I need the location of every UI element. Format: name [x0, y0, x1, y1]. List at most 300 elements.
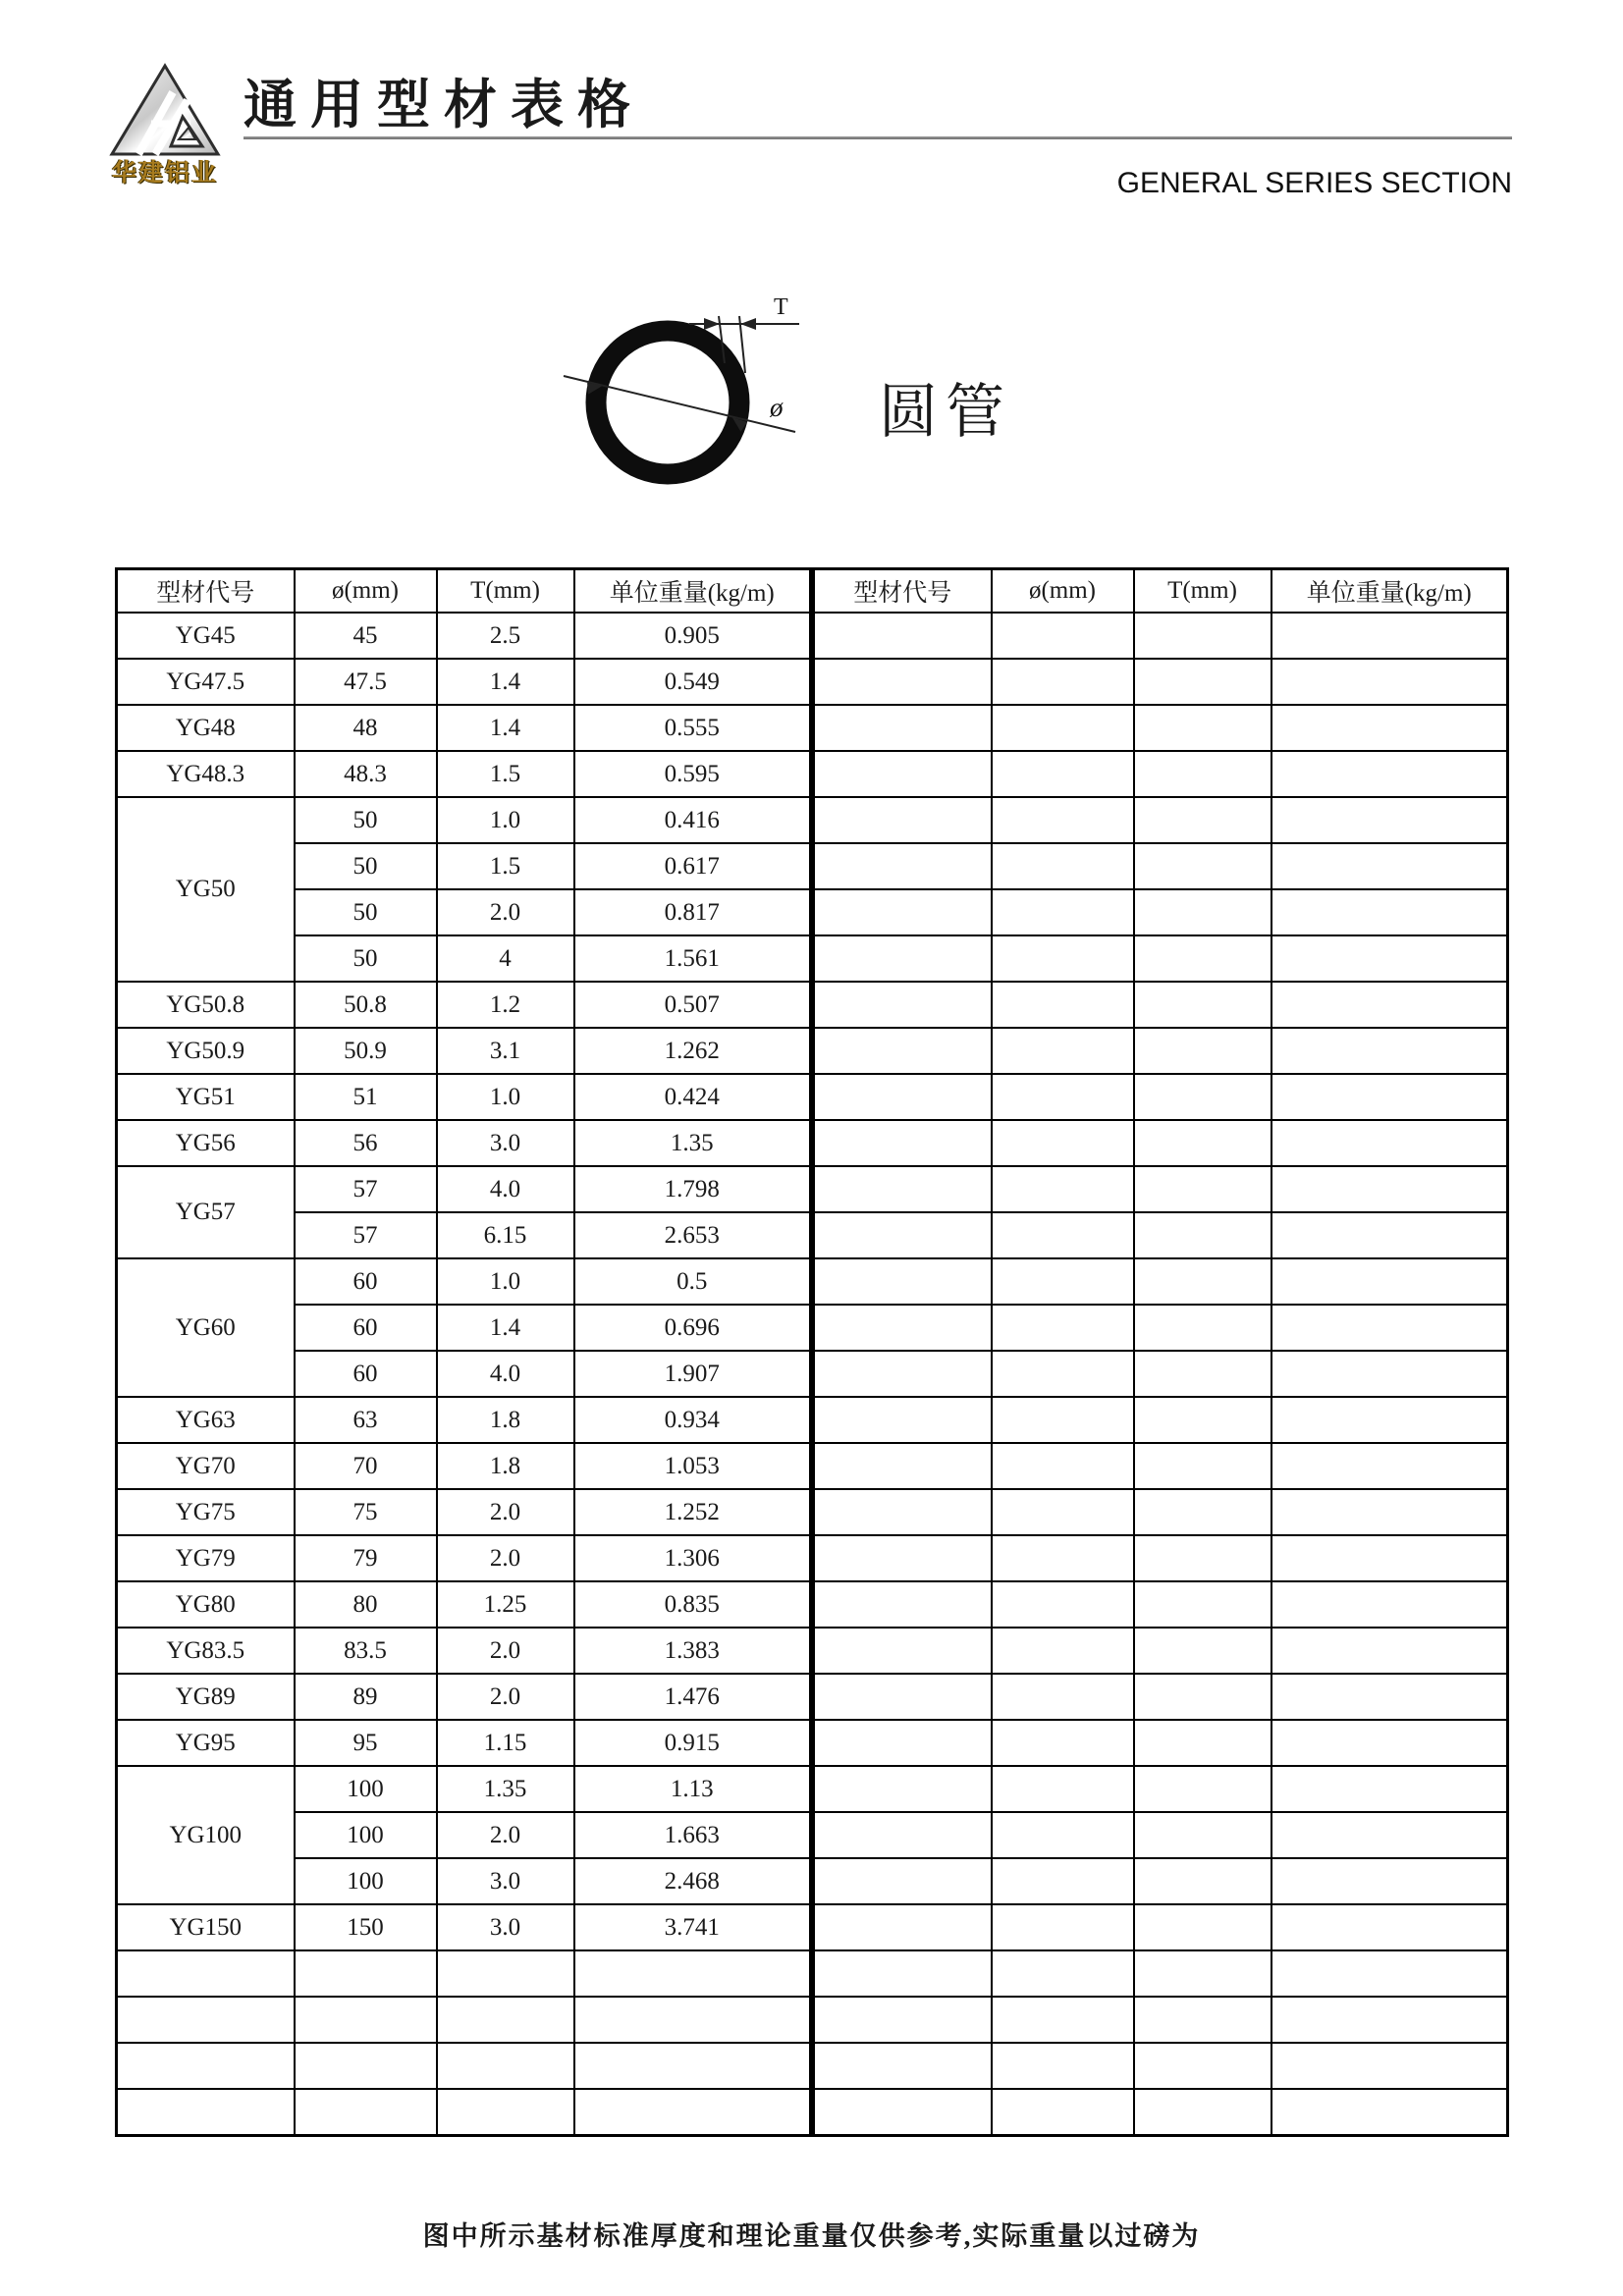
table-row [814, 1581, 1508, 1628]
cell-unit-weight: 0.424 [574, 1074, 811, 1120]
cell-diameter [992, 1028, 1134, 1074]
cell-diameter: 95 [295, 1720, 437, 1766]
cell-diameter [992, 889, 1134, 935]
table-row [814, 797, 1508, 843]
cell-unit-weight: 3.741 [574, 1904, 811, 1950]
cell-diameter: 60 [295, 1305, 437, 1351]
cell-diameter: 51 [295, 1074, 437, 1120]
cell-profile-code [814, 982, 992, 1028]
cell-diameter [295, 2089, 437, 2136]
cell-diameter [992, 751, 1134, 797]
cell-thickness [1134, 2089, 1271, 2136]
cell-thickness: 1.4 [437, 705, 574, 751]
table-header-row [814, 569, 1508, 614]
cell-diameter [992, 613, 1134, 659]
cell-profile-code [814, 659, 992, 705]
cell-thickness [1134, 1074, 1271, 1120]
cell-thickness [1134, 1443, 1271, 1489]
cell-profile-code [814, 1535, 992, 1581]
cell-profile-code: YG79 [117, 1535, 295, 1581]
cell-unit-weight: 0.934 [574, 1397, 811, 1443]
col-header-thick: T(mm) [1134, 569, 1271, 614]
cell-profile-code [814, 1950, 992, 1997]
cell-thickness [1134, 1351, 1271, 1397]
cell-thickness [1134, 1997, 1271, 2043]
cell-profile-code: YG150 [117, 1904, 295, 1950]
table-row [117, 1120, 811, 1166]
cell-diameter [992, 797, 1134, 843]
cell-diameter: 100 [295, 1766, 437, 1812]
cell-thickness: 4.0 [437, 1166, 574, 1212]
cell-diameter: 79 [295, 1535, 437, 1581]
table-header-row [117, 569, 811, 614]
table-row [117, 1489, 811, 1535]
table-row [814, 1766, 1508, 1812]
cell-thickness [437, 1997, 574, 2043]
cell-diameter: 50 [295, 843, 437, 889]
cell-thickness: 4.0 [437, 1351, 574, 1397]
cell-unit-weight [1271, 659, 1508, 705]
cell-unit-weight: 0.817 [574, 889, 811, 935]
tube-ring [596, 331, 739, 474]
cell-profile-code: YG50.9 [117, 1028, 295, 1074]
table-row [814, 1674, 1508, 1720]
company-name: 华建铝业 [111, 160, 218, 187]
cell-diameter [992, 1212, 1134, 1258]
table-row [814, 1997, 1508, 2043]
cell-diameter [992, 1674, 1134, 1720]
cell-diameter [992, 843, 1134, 889]
cell-thickness [1134, 982, 1271, 1028]
cell-thickness: 1.8 [437, 1397, 574, 1443]
cell-diameter [992, 1120, 1134, 1166]
cell-unit-weight [1271, 1535, 1508, 1581]
spec-table-left [115, 567, 812, 2137]
cell-unit-weight [1271, 705, 1508, 751]
cell-thickness: 1.8 [437, 1443, 574, 1489]
cell-unit-weight: 0.5 [574, 1258, 811, 1305]
cell-profile-code [814, 1904, 992, 1950]
cell-unit-weight: 0.507 [574, 982, 811, 1028]
cell-unit-weight [574, 1997, 811, 2043]
cell-profile-code [814, 1812, 992, 1858]
cell-unit-weight: 0.617 [574, 843, 811, 889]
cell-diameter [992, 982, 1134, 1028]
page-title: 通用型材表格 [243, 76, 644, 134]
cell-diameter [992, 1858, 1134, 1904]
cell-diameter [295, 1950, 437, 1997]
cell-thickness [1134, 1904, 1271, 1950]
cell-thickness [1134, 889, 1271, 935]
cell-thickness: 6.15 [437, 1212, 574, 1258]
cell-unit-weight [1271, 1720, 1508, 1766]
cell-profile-code [814, 1766, 992, 1812]
table-row [117, 1397, 811, 1443]
cell-thickness: 2.0 [437, 1628, 574, 1674]
cell-unit-weight [1271, 843, 1508, 889]
cell-thickness: 2.5 [437, 613, 574, 659]
cell-unit-weight: 1.561 [574, 935, 811, 982]
cell-profile-code [814, 1581, 992, 1628]
cell-diameter [992, 1351, 1134, 1397]
cell-profile-code: YG70 [117, 1443, 295, 1489]
cell-diameter: 50 [295, 889, 437, 935]
cell-thickness [1134, 843, 1271, 889]
cell-profile-code [117, 1950, 295, 1997]
cell-unit-weight [1271, 889, 1508, 935]
cell-unit-weight [1271, 1950, 1508, 1997]
table-row [814, 1443, 1508, 1489]
cell-profile-code [117, 1997, 295, 2043]
cell-profile-code [814, 1674, 992, 1720]
cell-profile-code: YG48 [117, 705, 295, 751]
cell-diameter: 63 [295, 1397, 437, 1443]
cell-unit-weight [1271, 1397, 1508, 1443]
table-row [117, 1720, 811, 1766]
cell-unit-weight [574, 2043, 811, 2089]
thickness-arrow-left [704, 318, 720, 330]
cell-diameter [992, 1997, 1134, 2043]
cell-profile-code [814, 751, 992, 797]
cell-profile-code: YG51 [117, 1074, 295, 1120]
cell-thickness [1134, 1305, 1271, 1351]
cell-profile-code: YG45 [117, 613, 295, 659]
table-row [814, 1904, 1508, 1950]
cell-profile-code [814, 2043, 992, 2089]
cell-thickness: 3.0 [437, 1904, 574, 1950]
cell-diameter [295, 2043, 437, 2089]
col-header-code: 型材代号 [117, 569, 295, 614]
cell-thickness [1134, 1812, 1271, 1858]
cell-thickness: 2.0 [437, 1489, 574, 1535]
table-row [814, 1351, 1508, 1397]
cell-thickness [1134, 1258, 1271, 1305]
cell-thickness [1134, 1581, 1271, 1628]
table-row [814, 1812, 1508, 1858]
table-row [117, 1766, 811, 1812]
cell-thickness [1134, 1628, 1271, 1674]
cell-thickness: 3.1 [437, 1028, 574, 1074]
cell-thickness: 1.15 [437, 1720, 574, 1766]
cell-unit-weight: 2.468 [574, 1858, 811, 1904]
cell-unit-weight [1271, 751, 1508, 797]
cell-profile-code [814, 889, 992, 935]
cell-diameter: 50.8 [295, 982, 437, 1028]
cell-unit-weight: 1.907 [574, 1351, 811, 1397]
cell-unit-weight [1271, 1628, 1508, 1674]
table-row [117, 1074, 811, 1120]
cell-unit-weight: 0.696 [574, 1305, 811, 1351]
cell-diameter [992, 1950, 1134, 1997]
cell-diameter [992, 1581, 1134, 1628]
cell-diameter [992, 1628, 1134, 1674]
table-row [117, 2043, 811, 2089]
cell-profile-code [814, 1628, 992, 1674]
cell-thickness: 1.4 [437, 659, 574, 705]
cell-unit-weight [1271, 1258, 1508, 1305]
table-row [814, 659, 1508, 705]
cell-thickness [1134, 1028, 1271, 1074]
cell-unit-weight [1271, 982, 1508, 1028]
cell-unit-weight [1271, 1212, 1508, 1258]
cell-profile-code [814, 935, 992, 982]
table-row [117, 1443, 811, 1489]
cell-thickness [1134, 1397, 1271, 1443]
cell-profile-code [814, 1305, 992, 1351]
cell-profile-code: YG48.3 [117, 751, 295, 797]
cell-profile-code: YG50 [117, 797, 295, 982]
cell-profile-code: YG57 [117, 1166, 295, 1258]
cell-profile-code: YG56 [117, 1120, 295, 1166]
cell-thickness: 1.25 [437, 1581, 574, 1628]
table-row [814, 1028, 1508, 1074]
table-row [117, 751, 811, 797]
cell-profile-code [814, 2089, 992, 2136]
table-row [117, 1028, 811, 1074]
table-row [117, 613, 811, 659]
cell-thickness: 3.0 [437, 1120, 574, 1166]
cell-profile-code [814, 843, 992, 889]
cell-diameter [992, 2043, 1134, 2089]
cell-unit-weight [1271, 1028, 1508, 1074]
cell-profile-code: YG100 [117, 1766, 295, 1904]
col-header-weight: 单位重量(kg/m) [1271, 569, 1508, 614]
table-row [814, 843, 1508, 889]
cell-diameter: 60 [295, 1258, 437, 1305]
cell-unit-weight [1271, 1904, 1508, 1950]
cell-profile-code: YG95 [117, 1720, 295, 1766]
cell-diameter: 57 [295, 1166, 437, 1212]
col-header-code: 型材代号 [814, 569, 992, 614]
diameter-symbol: ø [770, 393, 784, 422]
table-row [117, 1628, 811, 1674]
cell-diameter [992, 1535, 1134, 1581]
cell-thickness: 2.0 [437, 1535, 574, 1581]
table-row [814, 1166, 1508, 1212]
cell-unit-weight: 1.306 [574, 1535, 811, 1581]
cell-diameter: 47.5 [295, 659, 437, 705]
title-divider [243, 136, 1512, 139]
cell-unit-weight: 2.653 [574, 1212, 811, 1258]
table-row [814, 1258, 1508, 1305]
cell-thickness [1134, 705, 1271, 751]
table-row [117, 982, 811, 1028]
cell-profile-code: YG83.5 [117, 1628, 295, 1674]
company-logo-icon [106, 63, 224, 159]
cell-thickness [1134, 1720, 1271, 1766]
cell-profile-code [814, 1212, 992, 1258]
cell-diameter [295, 1997, 437, 2043]
cell-diameter: 100 [295, 1858, 437, 1904]
cell-diameter [992, 705, 1134, 751]
thickness-arrow-right [740, 318, 756, 330]
page-subtitle: GENERAL SERIES SECTION [1116, 167, 1512, 199]
cell-unit-weight: 0.835 [574, 1581, 811, 1628]
cell-thickness: 2.0 [437, 1812, 574, 1858]
cell-thickness: 2.0 [437, 1674, 574, 1720]
table-row [117, 1904, 811, 1950]
cell-diameter: 56 [295, 1120, 437, 1166]
cell-diameter: 50 [295, 797, 437, 843]
cell-thickness: 1.0 [437, 1258, 574, 1305]
cell-profile-code [814, 1997, 992, 2043]
section-name: 圆管 [879, 380, 1012, 445]
cell-thickness: 1.4 [437, 1305, 574, 1351]
cell-diameter [992, 935, 1134, 982]
cell-profile-code [814, 1443, 992, 1489]
cell-unit-weight [1271, 1581, 1508, 1628]
cell-unit-weight: 0.555 [574, 705, 811, 751]
cell-unit-weight: 1.35 [574, 1120, 811, 1166]
cell-unit-weight: 1.798 [574, 1166, 811, 1212]
cell-profile-code [814, 1351, 992, 1397]
cell-diameter [992, 1766, 1134, 1812]
cell-thickness: 2.0 [437, 889, 574, 935]
cell-thickness [1134, 935, 1271, 982]
cell-unit-weight [1271, 935, 1508, 982]
cell-diameter [992, 1166, 1134, 1212]
cell-diameter [992, 1904, 1134, 1950]
cell-diameter [992, 1397, 1134, 1443]
table-row [814, 751, 1508, 797]
table-row [117, 705, 811, 751]
table-row [117, 1535, 811, 1581]
cell-diameter [992, 2089, 1134, 2136]
table-row [814, 613, 1508, 659]
table-row [814, 1720, 1508, 1766]
cell-thickness: 4 [437, 935, 574, 982]
cell-unit-weight: 1.262 [574, 1028, 811, 1074]
table-row [814, 982, 1508, 1028]
cell-thickness: 1.5 [437, 843, 574, 889]
cell-diameter: 45 [295, 613, 437, 659]
cell-thickness [1134, 1489, 1271, 1535]
cell-thickness [437, 2043, 574, 2089]
cell-thickness: 3.0 [437, 1858, 574, 1904]
table-row [814, 1074, 1508, 1120]
table-row [117, 2089, 811, 2136]
cell-profile-code [814, 1028, 992, 1074]
cell-diameter [992, 659, 1134, 705]
table-row [814, 1858, 1508, 1904]
cell-unit-weight [1271, 1166, 1508, 1212]
cell-thickness [1134, 1766, 1271, 1812]
table-row [117, 1997, 811, 2043]
col-header-thick: T(mm) [437, 569, 574, 614]
cell-unit-weight [1271, 613, 1508, 659]
table-row [117, 659, 811, 705]
cell-unit-weight [1271, 1997, 1508, 2043]
table-row [117, 797, 811, 843]
cell-profile-code [117, 2089, 295, 2136]
cell-thickness [1134, 751, 1271, 797]
col-header-weight: 单位重量(kg/m) [574, 569, 811, 614]
cell-profile-code: YG50.8 [117, 982, 295, 1028]
cell-diameter [992, 1074, 1134, 1120]
table-row [117, 1674, 811, 1720]
cell-thickness [1134, 2043, 1271, 2089]
cell-profile-code [814, 1166, 992, 1212]
cell-thickness [1134, 1166, 1271, 1212]
cell-thickness [1134, 1858, 1271, 1904]
cell-thickness: 1.35 [437, 1766, 574, 1812]
cell-unit-weight: 1.663 [574, 1812, 811, 1858]
thickness-symbol: T [774, 294, 788, 320]
table-row [814, 1212, 1508, 1258]
cell-profile-code [814, 1858, 992, 1904]
cell-unit-weight [1271, 1074, 1508, 1120]
cell-diameter: 89 [295, 1674, 437, 1720]
table-row [814, 1628, 1508, 1674]
cell-thickness [1134, 1120, 1271, 1166]
cell-diameter: 57 [295, 1212, 437, 1258]
cell-unit-weight [1271, 1305, 1508, 1351]
cell-unit-weight [1271, 1674, 1508, 1720]
cell-profile-code: YG89 [117, 1674, 295, 1720]
cell-profile-code [814, 1720, 992, 1766]
col-header-dia: ø(mm) [992, 569, 1134, 614]
cell-diameter [992, 1489, 1134, 1535]
cell-unit-weight [1271, 1120, 1508, 1166]
cell-unit-weight [1271, 1766, 1508, 1812]
cell-profile-code: YG80 [117, 1581, 295, 1628]
table-row [117, 1950, 811, 1997]
table-row [814, 889, 1508, 935]
cell-unit-weight [1271, 2043, 1508, 2089]
cell-unit-weight: 1.13 [574, 1766, 811, 1812]
cell-thickness [1134, 659, 1271, 705]
cell-unit-weight [1271, 2089, 1508, 2136]
cell-thickness [1134, 797, 1271, 843]
cell-unit-weight [1271, 1489, 1508, 1535]
table-row [814, 1397, 1508, 1443]
cell-thickness [1134, 1674, 1271, 1720]
cell-diameter: 48.3 [295, 751, 437, 797]
cell-unit-weight: 0.549 [574, 659, 811, 705]
cell-thickness [1134, 613, 1271, 659]
cell-thickness: 1.2 [437, 982, 574, 1028]
table-row [814, 2043, 1508, 2089]
table-row [814, 1950, 1508, 1997]
cell-profile-code [814, 1397, 992, 1443]
cell-unit-weight [1271, 1858, 1508, 1904]
cell-diameter: 100 [295, 1812, 437, 1858]
cell-unit-weight: 1.053 [574, 1443, 811, 1489]
table-row [814, 705, 1508, 751]
table-row [117, 1166, 811, 1212]
cell-unit-weight [1271, 797, 1508, 843]
cell-diameter: 75 [295, 1489, 437, 1535]
cell-unit-weight: 1.252 [574, 1489, 811, 1535]
cell-unit-weight: 1.383 [574, 1628, 811, 1674]
table-row [814, 1535, 1508, 1581]
cell-profile-code [814, 1120, 992, 1166]
cell-unit-weight [574, 1950, 811, 1997]
table-row [814, 1305, 1508, 1351]
cell-unit-weight [1271, 1443, 1508, 1489]
table-row [117, 1258, 811, 1305]
table-row [117, 1581, 811, 1628]
spec-table-right [812, 567, 1509, 2137]
cell-profile-code: YG75 [117, 1489, 295, 1535]
cell-profile-code [814, 613, 992, 659]
cell-profile-code [814, 1489, 992, 1535]
cell-thickness [437, 1950, 574, 1997]
cell-profile-code [814, 797, 992, 843]
table-row [814, 935, 1508, 982]
cell-unit-weight: 0.905 [574, 613, 811, 659]
cell-profile-code: YG63 [117, 1397, 295, 1443]
